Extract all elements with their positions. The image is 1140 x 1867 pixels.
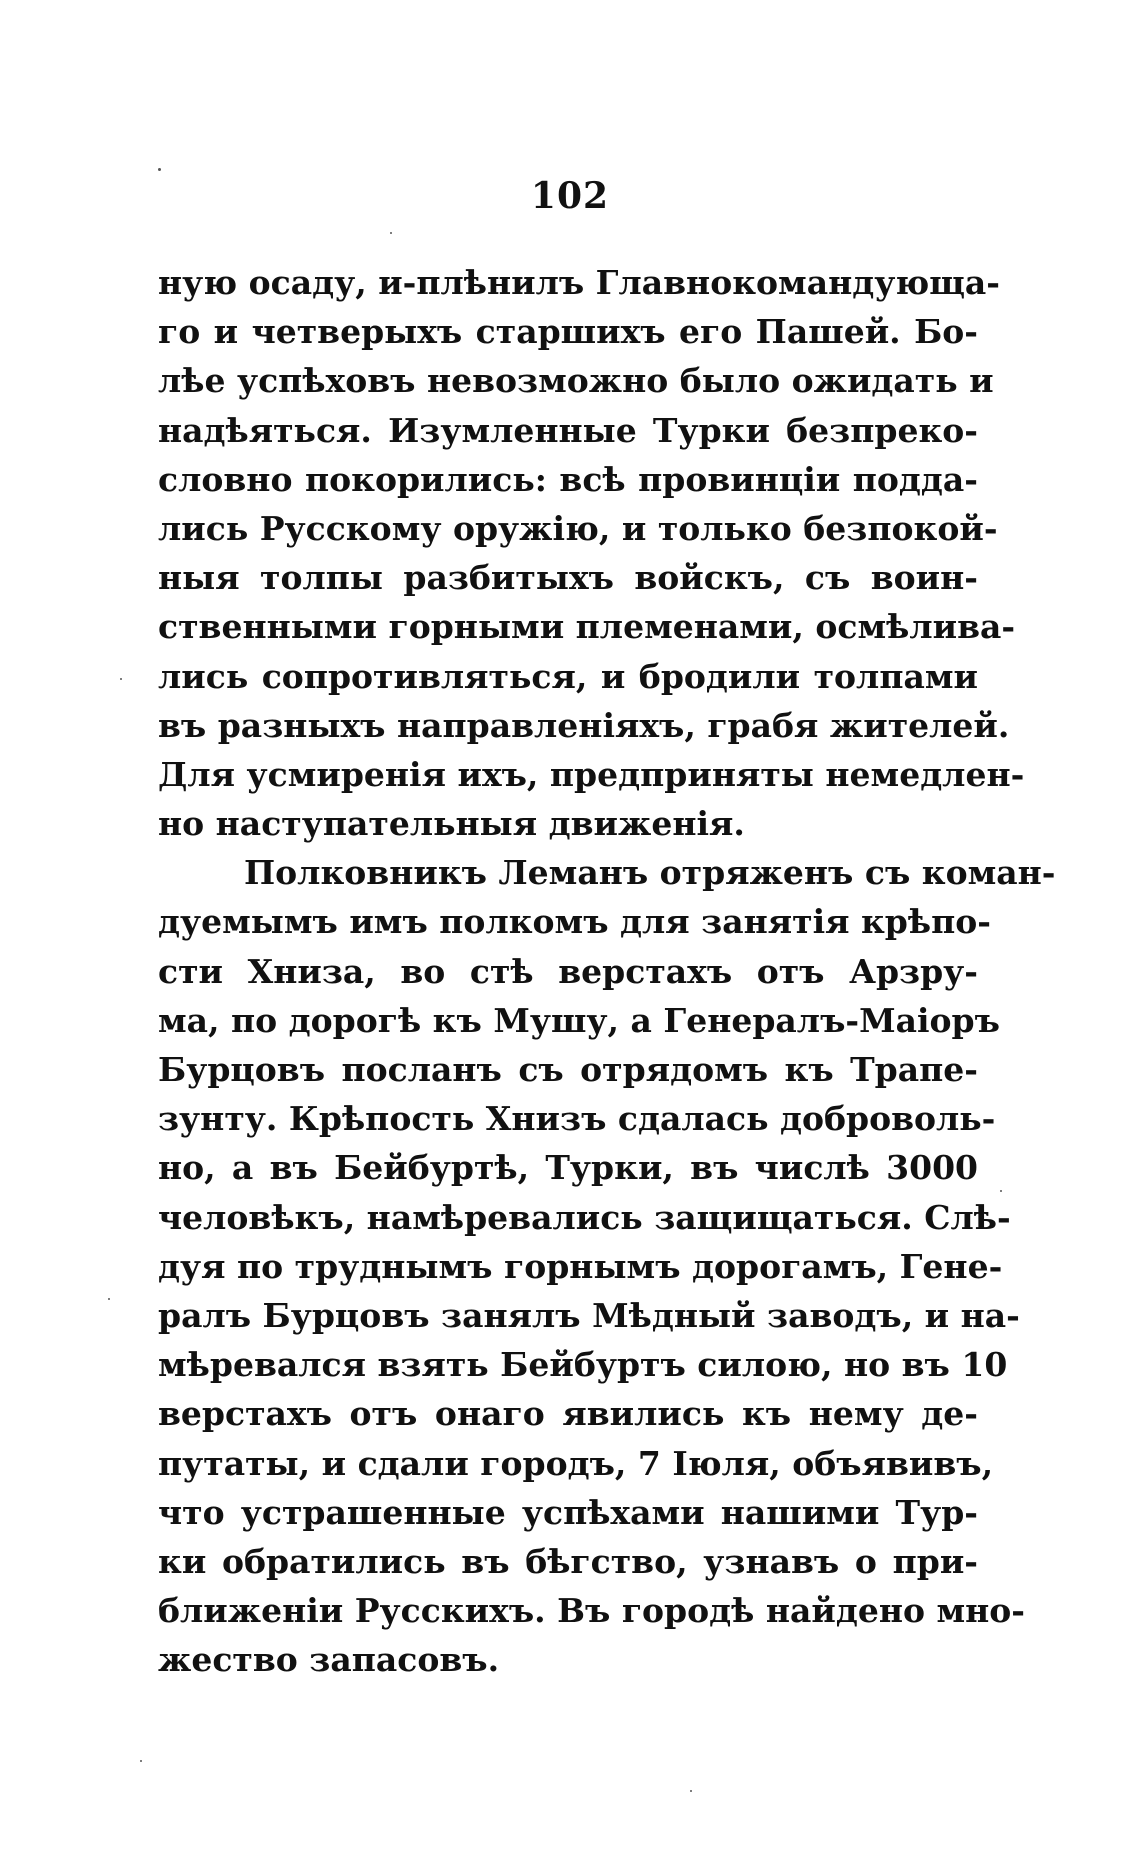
text-line: ную осаду, и-плѣнилъ Главнокомандующа- — [158, 263, 1000, 302]
text-line: но наступательныя движенія. — [158, 804, 745, 844]
text-line: дуя по труднымъ горнымъ дорогамъ, Гене- — [158, 1246, 1003, 1286]
text-line: словно покорились: всѣ провинціи подда- — [158, 459, 978, 499]
text-line: путаты, и сдали городъ, 7 Іюля, объявивъ, — [158, 1443, 994, 1483]
text-line: зунту. Крѣпость Хнизъ сдалась доброволь- — [158, 1099, 996, 1139]
text-line: надѣяться. Изумленные Турки безпреко- — [158, 410, 978, 450]
ink-speck — [158, 168, 161, 171]
text-line: въ разныхъ направленіяхъ, грабя жителей. — [158, 705, 1010, 745]
text-line: Полковникъ Леманъ отряженъ съ коман- — [244, 853, 1056, 893]
text-line: но, а въ Бейбуртѣ, Турки, въ числѣ 3000 — [158, 1148, 978, 1188]
text-line: лѣе успѣховъ невозможно было ожидать и — [158, 361, 994, 401]
text-line: ралъ Бурцовъ занялъ Мѣдный заводъ, и на- — [158, 1295, 1020, 1335]
text-line: ныя толпы разбитыхъ войскъ, съ воин- — [158, 558, 978, 598]
ink-speck — [140, 1760, 142, 1762]
text-line: ма, по дорогѣ къ Мушу, а Генералъ-Маіоръ — [158, 1000, 1000, 1040]
text-line: лись сопротивляться, и бродили толпами — [158, 656, 978, 696]
page-number: 102 — [530, 175, 610, 217]
ink-speck — [120, 678, 122, 680]
text-line: мѣревался взять Бейбуртъ силою, но въ 10 — [158, 1345, 1008, 1385]
text-line: верстахъ отъ онаго явились къ нему де- — [158, 1394, 978, 1434]
text-line: го и четверыхъ старшихъ его Пашей. Бо- — [158, 312, 978, 352]
text-line: лись Русскому оружію, и только безпокой- — [158, 508, 998, 548]
text-line: Для усмиренія ихъ, предприняты немедлен- — [158, 754, 1025, 794]
text-line: жество запасовъ. — [158, 1640, 500, 1680]
text-line: дуемымъ имъ полкомъ для занятія крѣпо- — [158, 902, 991, 942]
text-line: что устрашенные успѣхами нашими Тур- — [158, 1492, 978, 1532]
paragraph-1 — [158, 258, 1025, 848]
body-text — [158, 258, 1056, 1684]
ink-speck — [390, 232, 392, 234]
text-line: сти Хниза, во стѣ верстахъ отъ Арзру- — [158, 951, 978, 991]
text-line: человѣкъ, намѣревались защищаться. Слѣ- — [158, 1197, 1011, 1237]
ink-speck — [1000, 1190, 1002, 1192]
text-line: ки обратились въ бѣгство, узнавъ о при- — [158, 1541, 978, 1581]
text-line: Бурцовъ посланъ съ отрядомъ къ Трапе- — [158, 1050, 978, 1089]
paragraph-2 — [158, 848, 1056, 1684]
ink-speck — [690, 1790, 692, 1792]
text-line: ственными горными племенами, осмѣлива- — [158, 607, 1016, 647]
text-line: ближеніи Русскихъ. Въ городѣ найдено мно- — [158, 1591, 1026, 1631]
ink-speck — [108, 1298, 110, 1300]
